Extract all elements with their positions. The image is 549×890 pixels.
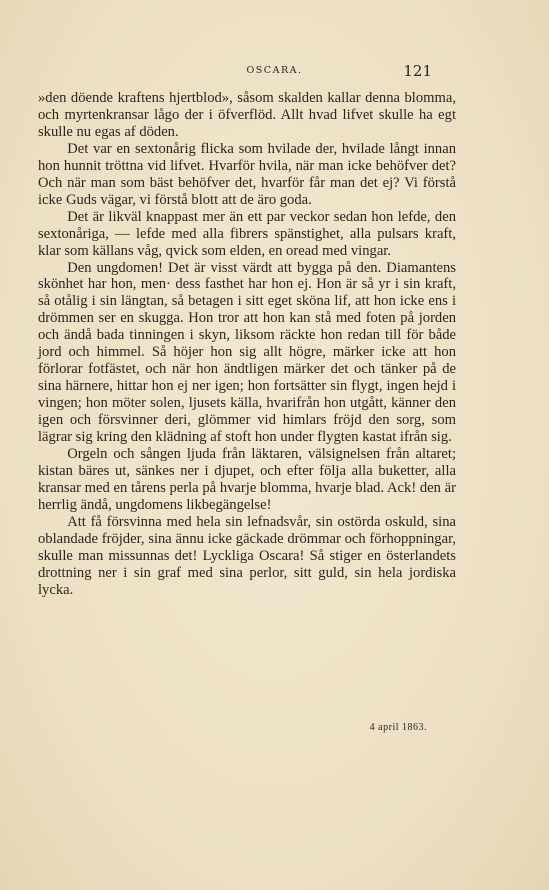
paragraph: Det var en sextonårig flicka som hvilade der, hvilade långt innan hon hunnit tröttna vid lifvet. Hvarför hvila, när man icke behöfver det? Och när man som bäst behöfver det, hvarför får man det ej? Vi förstå icke Guds vägar, vi förstå blott att de äro goda. <box>38 140 456 208</box>
paragraph: Orgeln och sången ljuda från läktaren, välsignelsen från altaret; kistan bäres ut, sänkes ner i djupet, och efter följa alla buketter, alla kransar med en tårens perla på hvarje blomma, hvarje blad. Ack! den är herrlig ändå, ungdomens likbegängelse! <box>38 446 456 513</box>
running-title: OSCARA. <box>246 65 303 76</box>
body-text <box>38 90 456 599</box>
running-head <box>0 62 549 82</box>
paragraph: Den ungdomen! Det är visst värdt att bygga på den. Diamantens skönhet har hon, men· dess fasthet har hon ej. Hon är så yr i sin kraft, så otålig i sin längtan, så betagen i sitt eget sköna lif, att hon icke ens i drömmen ser en skugga. Hon tror att hon kan stå med foten på jorden och ändå bada tinningen i skyn, liksom räckte hon redan till för både jord och himmel. Så höjer hon sig allt högre, märker icke att hon förlorar fotfästet, och när hon ändtligen märker det och tänker på de sina härnere, hittar hon ej ner igen; hon fortsätter sin flygt, ingen hejd i vingen; hon möter solen, ljusets källa, hvarifrån hon utgått, känner den igen och försvinner deri, glömmer vid himlars fröjd den sorg, som lägrar sig kring den klädning af stoft hon under flygten kastat ifrån sig. <box>38 259 456 446</box>
paragraph: Det är likväl knappast mer än ett par veckor sedan hon lefde, den sextonåriga, — lefde med alla fibrers spänstighet, alla pulsars kraft, klar som källans våg, qvick som elden, en oread med vingar. <box>38 208 456 259</box>
paragraph-continued: »den döende kraftens hjertblod», såsom skalden kallar denna blomma, och myrtenkransar lågo der i öfverflöd. Allt hvad lifvet skulle ha egt skulle nu egas af döden. <box>38 90 456 140</box>
page-number: 121 <box>403 62 432 80</box>
paragraph: Att få försvinna med hela sin lefnadsvår, sin ostörda oskuld, sina oblandade fröjder, sina ännu icke gäckade drömmar och förhoppningar, skulle man missunnas det! Lyckliga Oscara! Så stiger en österlandets drottning ner i sin graf med sina perlor, sitt guld, sin hela jordiska lycka. <box>38 513 456 598</box>
dateline: 4 april 1863. <box>369 722 427 733</box>
